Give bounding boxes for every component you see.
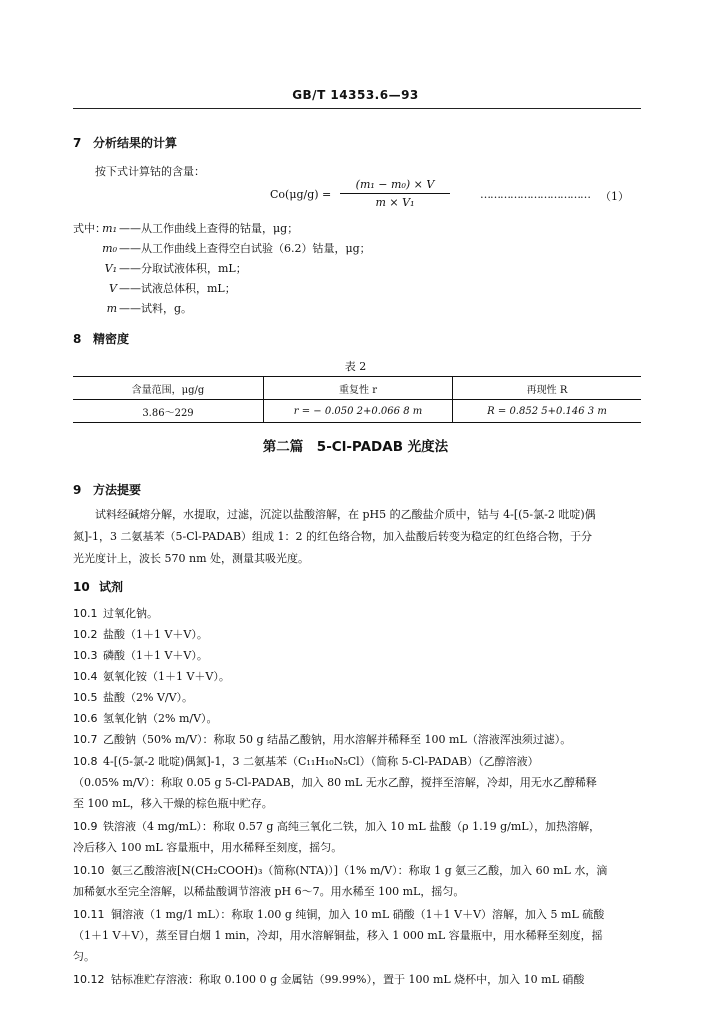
section-number: 10 xyxy=(73,580,90,594)
symbol-row xyxy=(95,240,371,256)
column-header: 重复性 r xyxy=(264,377,453,400)
table-cell: 3.86～229 xyxy=(142,407,194,419)
item-text: 氢氧化钠（2% m/V）。 xyxy=(103,712,218,725)
reagent-item xyxy=(73,668,230,684)
formula-numerator: (m₁ − m₀) × V xyxy=(355,178,435,191)
section-7-heading xyxy=(73,134,177,151)
section-title: 分析结果的计算 xyxy=(93,136,178,150)
item-text: 4-[(5-氯-2 吡啶)偶氮]-1，3 二氨基苯（C₁₁H₁₀N₅Cl）（简称 5-Cl-PADAB）（乙醇溶液） xyxy=(103,755,539,768)
formula-denominator: m × V₁ xyxy=(375,196,415,209)
symbol-description: ——从工作曲线上查得空白试验（6.2）钴量，μg； xyxy=(119,242,371,255)
part-2-title: 第二篇 5-Cl-PADAB 光度法 xyxy=(262,439,449,455)
item-number: 10.9 xyxy=(73,820,98,833)
symbol-description: ——试液总体积，mL； xyxy=(119,282,236,295)
item-text: 过氧化钠。 xyxy=(103,607,158,620)
item-continuation: （0.05% m/V）：称取 0.05 g 5-Cl-PADAB，加入 80 mL 无水乙醇，搅拌至溶解，冷却，用无水乙醇稀释 xyxy=(73,776,597,789)
item-number: 10.12 xyxy=(73,973,105,986)
header-rule xyxy=(73,108,641,109)
symbol: V₁ xyxy=(104,262,117,275)
section-number: 8 xyxy=(73,332,82,346)
reagent-item xyxy=(73,753,539,769)
table-cell: R = 0.852 5+0.146 3 m xyxy=(453,400,642,423)
table-header-row xyxy=(73,377,641,400)
precision-table xyxy=(73,376,641,423)
symbol-row xyxy=(95,300,192,316)
item-text: 钴标准贮存溶液：称取 0.100 0 g 金属钴（99.99%），置于 100 mL 烧杯中，加入 10 mL 硝酸 xyxy=(111,973,585,986)
section-number: 9 xyxy=(73,483,82,497)
item-number: 10.2 xyxy=(73,628,98,641)
symbol-description: ——试料，g。 xyxy=(119,302,193,315)
table-caption: 表 2 xyxy=(344,360,367,373)
symbol-description: ——从工作曲线上查得的钴量，μg； xyxy=(119,222,299,235)
item-text: 乙酸钠（50% m/V）：称取 50 g 结晶乙酸钠，用水溶解并稀释至 100 mL（溶液浑浊须过滤）。 xyxy=(103,733,572,746)
reagent-item xyxy=(73,971,584,987)
symbol-row xyxy=(95,280,236,296)
item-continuation: 至 100 mL，移入干燥的棕色瓶中贮存。 xyxy=(73,797,273,810)
section-10-heading xyxy=(73,578,123,595)
item-number: 10.8 xyxy=(73,755,98,768)
item-text: 铁溶液（4 mg/mL）：称取 0.57 g 高纯三氧化二铁，加入 10 mL 盐酸（ρ 1.19 g/mL），加热溶解， xyxy=(103,820,601,833)
where-label: 式中： xyxy=(73,222,106,235)
column-header: 含量范围，μg/g xyxy=(131,384,205,396)
reagent-item xyxy=(73,862,607,878)
formula-leader: …………………………… xyxy=(480,188,590,201)
symbol: V xyxy=(109,282,117,295)
item-text: 氨三乙酸溶液[N(CH₂COOH)₃（简称(NTA)）]（1% m/V）：称取 1 g 氨三乙酸，加入 60 mL 水，滴 xyxy=(111,864,608,877)
section-8-heading xyxy=(73,330,129,347)
item-number: 10.7 xyxy=(73,733,98,746)
item-number: 10.5 xyxy=(73,691,98,704)
reagent-item xyxy=(73,710,218,726)
item-text: 氨氧化铵（1＋1 V＋V）。 xyxy=(103,670,230,683)
item-number: 10.4 xyxy=(73,670,98,683)
item-text: 磷酸（1＋1 V＋V）。 xyxy=(103,649,208,662)
formula-lhs: Co(μg/g) = xyxy=(270,188,332,201)
summary-line: 氮]-1，3 二氨基苯（5-Cl-PADAB）组成 1：2 的红色络合物，加入盐酸后转变为稳定的红色络合物，于分 xyxy=(73,530,593,543)
item-text: 盐酸（2% V/V）。 xyxy=(103,691,194,704)
item-continuation: 匀。 xyxy=(73,950,95,963)
item-text: 盐酸（1＋1 V＋V）。 xyxy=(103,628,208,641)
symbol-row xyxy=(95,220,298,236)
reagent-item xyxy=(73,626,208,642)
symbol-row xyxy=(95,260,247,276)
section-title: 精密度 xyxy=(93,332,130,346)
fraction-bar xyxy=(340,193,450,194)
reagent-item xyxy=(73,731,571,747)
symbol-description: ——分取试液体积，mL； xyxy=(119,262,247,275)
summary-line: 光光度计上，波长 570 nm 处，测量其吸光度。 xyxy=(73,552,309,565)
item-continuation: （1＋1 V＋V），蒸至冒白烟 1 min，冷却，用水溶解铜盐，移入 1 000 mL 容量瓶中，用水稀释至刻度，摇 xyxy=(73,929,603,942)
reagent-item xyxy=(73,605,158,621)
table-cell: r = − 0.050 2+0.066 8 m xyxy=(264,400,453,423)
reagent-item xyxy=(73,689,193,705)
equation-number: （1） xyxy=(600,190,629,203)
summary-line: 试料经碱熔分解，水提取，过滤，沉淀以盐酸溶解，在 pH5 的乙酸盐介质中，钴与 4-[(5-氯-2 吡啶)偶 xyxy=(95,508,596,521)
item-continuation: 加稀氨水至完全溶解，以稀盐酸调节溶液 pH 6～7。用水稀至 100 mL，摇匀。 xyxy=(73,885,465,898)
item-continuation: 冷后移入 100 mL 容量瓶中，用水稀释至刻度，摇匀。 xyxy=(73,841,343,854)
section-title: 试剂 xyxy=(99,580,124,594)
standard-code-header: GB/T 14353.6—93 xyxy=(292,88,419,102)
section-7-intro: 按下式计算钴的含量： xyxy=(95,165,205,178)
symbol: m₁ xyxy=(102,222,117,235)
table-row xyxy=(73,400,641,423)
formula-fraction xyxy=(340,178,450,209)
section-title: 方法提要 xyxy=(93,483,142,497)
item-number: 10.1 xyxy=(73,607,98,620)
reagent-item xyxy=(73,647,208,663)
section-9-heading xyxy=(73,481,141,498)
item-number: 10.3 xyxy=(73,649,98,662)
column-header: 再现性 R xyxy=(453,377,642,400)
reagent-item xyxy=(73,818,600,834)
symbol: m₀ xyxy=(102,242,117,255)
item-number: 10.10 xyxy=(73,864,105,877)
item-number: 10.6 xyxy=(73,712,98,725)
item-number: 10.11 xyxy=(73,908,105,921)
item-text: 铜溶液（1 mg/1 mL）：称取 1.00 g 纯铜，加入 10 mL 硝酸（1＋1 V＋V）溶解，加入 5 mL 硫酸 xyxy=(111,908,605,921)
section-number: 7 xyxy=(73,136,82,150)
symbol: m xyxy=(106,302,117,315)
reagent-item xyxy=(73,906,604,922)
